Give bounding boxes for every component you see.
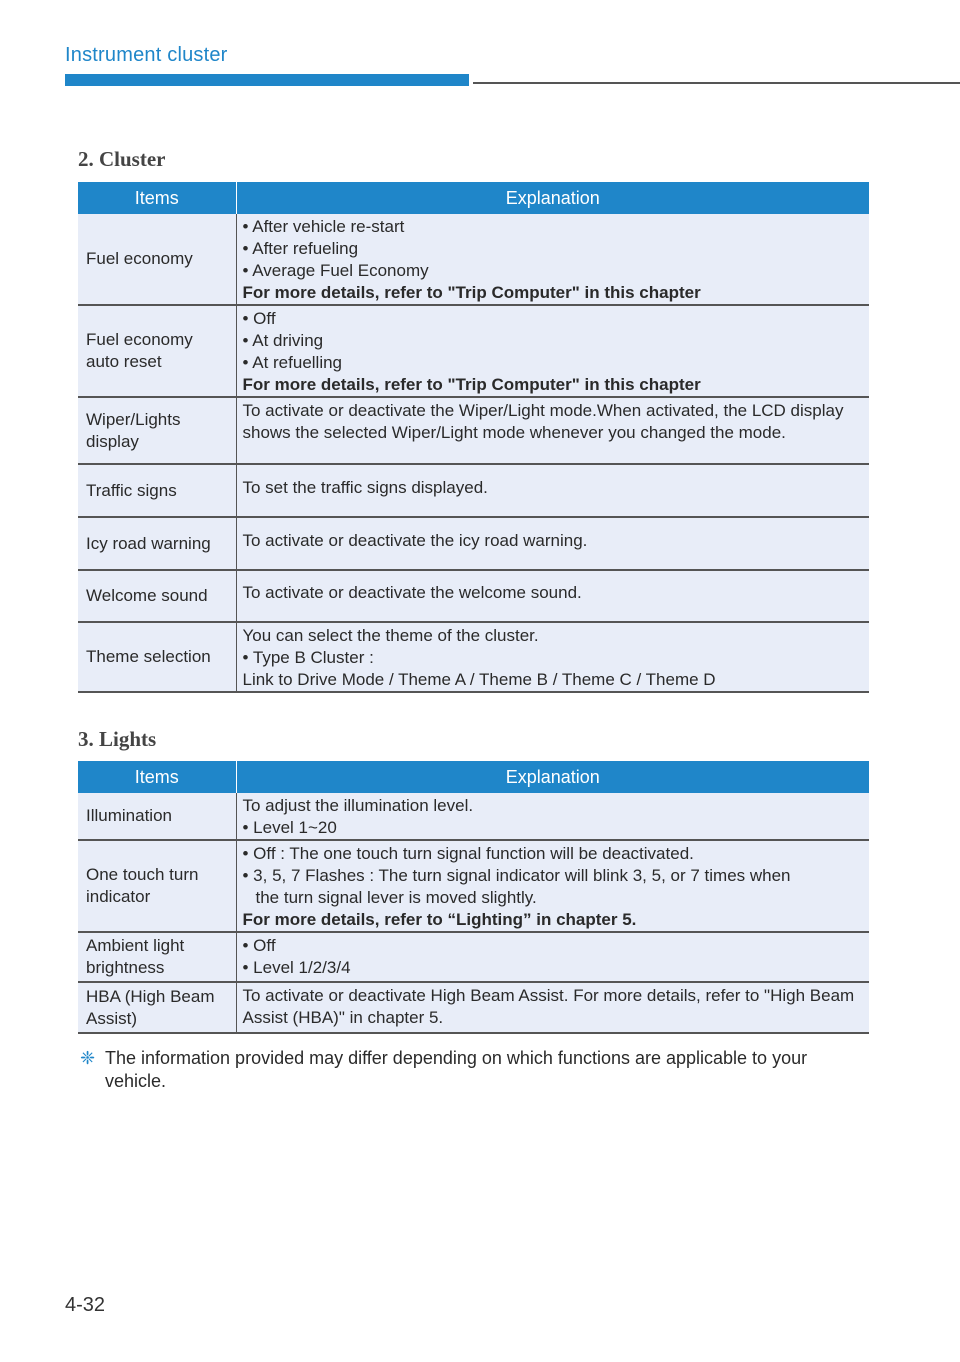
row-explanation bbox=[236, 517, 869, 570]
explanation-line: • Average Fuel Economy bbox=[242, 261, 429, 280]
table-row bbox=[78, 840, 869, 932]
row-explanation bbox=[236, 570, 869, 622]
explanation-line: Link to Drive Mode / Theme A / Theme B / Theme C / Theme D bbox=[242, 670, 716, 689]
explanation-line: To adjust the illumination level. bbox=[242, 796, 474, 815]
table-row bbox=[78, 464, 869, 517]
table-row bbox=[78, 305, 869, 397]
explanation-line: • 3, 5, 7 Flashes : The turn signal indicator will blink 3, 5, or 7 times when bbox=[242, 866, 791, 885]
table-row bbox=[78, 517, 869, 570]
row-explanation bbox=[236, 464, 869, 517]
explanation-line: • Off bbox=[242, 936, 276, 955]
table-header-row bbox=[78, 761, 869, 793]
table-row bbox=[78, 932, 869, 982]
explanation-line: • Type B Cluster : bbox=[242, 648, 374, 667]
column-header-explanation: Explanation bbox=[236, 761, 869, 793]
column-header-items: Items bbox=[78, 761, 236, 793]
explanation-line: To activate or deactivate High Beam Assist. For more details, refer to "High Beam Assist (HBA)" in chapter 5. bbox=[242, 986, 855, 1027]
explanation-line: You can select the theme of the cluster. bbox=[242, 626, 539, 645]
cluster-section-title: 2. Cluster bbox=[78, 147, 166, 171]
row-item-label: One touch turn indicator bbox=[78, 840, 236, 932]
explanation-reference: For more details, refer to “Lighting” in chapter 5. bbox=[242, 910, 637, 929]
row-item-label: Fuel economy bbox=[78, 214, 236, 305]
explanation-line: • After refueling bbox=[242, 239, 359, 258]
explanation-line: • At driving bbox=[242, 331, 324, 350]
explanation-line: • Level 1~20 bbox=[242, 818, 337, 837]
row-item-label: Fuel economy auto reset bbox=[78, 305, 236, 397]
row-item-label: Ambient light brightness bbox=[78, 932, 236, 982]
explanation-line: • Level 1/2/3/4 bbox=[242, 958, 351, 977]
explanation-reference: For more details, refer to "Trip Computer" in this chapter bbox=[242, 283, 701, 302]
explanation-line: • At refuelling bbox=[242, 353, 343, 372]
table-row bbox=[78, 214, 869, 305]
lights-section-title: 3. Lights bbox=[78, 727, 157, 751]
header-divider-line bbox=[473, 82, 960, 84]
explanation-line: To activate or deactivate the Wiper/Light mode.When activated, the LCD display shows the selected Wiper/Light mode whenever you changed the mode. bbox=[242, 401, 844, 442]
row-explanation bbox=[236, 622, 869, 692]
footnote bbox=[78, 1047, 868, 1093]
column-header-explanation: Explanation bbox=[236, 182, 869, 214]
row-explanation bbox=[236, 793, 869, 840]
footnote-text: The information provided may differ depending on which functions are applicable to your vehicle. bbox=[105, 1048, 808, 1091]
row-item-label: Traffic signs bbox=[78, 464, 236, 517]
row-item-label: Illumination bbox=[78, 793, 236, 840]
row-item-label: Wiper/Lights display bbox=[78, 397, 236, 464]
row-item-label: HBA (High Beam Assist) bbox=[78, 982, 236, 1033]
explanation-line: • Off bbox=[242, 309, 276, 328]
row-explanation bbox=[236, 305, 869, 397]
row-explanation bbox=[236, 840, 869, 932]
explanation-line: To activate or deactivate the icy road warning. bbox=[242, 530, 588, 550]
header-title: Instrument cluster bbox=[65, 44, 228, 66]
column-header-items: Items bbox=[78, 182, 236, 214]
row-explanation bbox=[236, 214, 869, 305]
explanation-line: To set the traffic signs displayed. bbox=[242, 477, 488, 497]
table-row bbox=[78, 570, 869, 622]
table-row bbox=[78, 622, 869, 692]
row-item-label: Welcome sound bbox=[78, 570, 236, 622]
explanation-line: • After vehicle re-start bbox=[242, 217, 405, 236]
explanation-line: To activate or deactivate the welcome sound. bbox=[242, 583, 582, 602]
row-explanation bbox=[236, 397, 869, 464]
explanation-reference: For more details, refer to "Trip Computer" in this chapter bbox=[242, 375, 701, 394]
row-item-label: Theme selection bbox=[78, 622, 236, 692]
table-header-row bbox=[78, 182, 869, 214]
note-symbol-icon: ❈ bbox=[80, 1048, 96, 1068]
table-row bbox=[78, 397, 869, 464]
table-row bbox=[78, 793, 869, 840]
explanation-line: the turn signal lever is moved slightly. bbox=[255, 888, 537, 907]
explanation-line: • Off : The one touch turn signal function will be deactivated. bbox=[242, 844, 694, 863]
table-row bbox=[78, 982, 869, 1033]
row-explanation bbox=[236, 932, 869, 982]
lights-table bbox=[78, 761, 869, 1034]
page-number: 4-32 bbox=[65, 1294, 106, 1316]
header-accent-bar bbox=[65, 74, 469, 86]
row-explanation bbox=[236, 982, 869, 1033]
cluster-table bbox=[78, 182, 869, 693]
row-item-label: Icy road warning bbox=[78, 517, 236, 570]
